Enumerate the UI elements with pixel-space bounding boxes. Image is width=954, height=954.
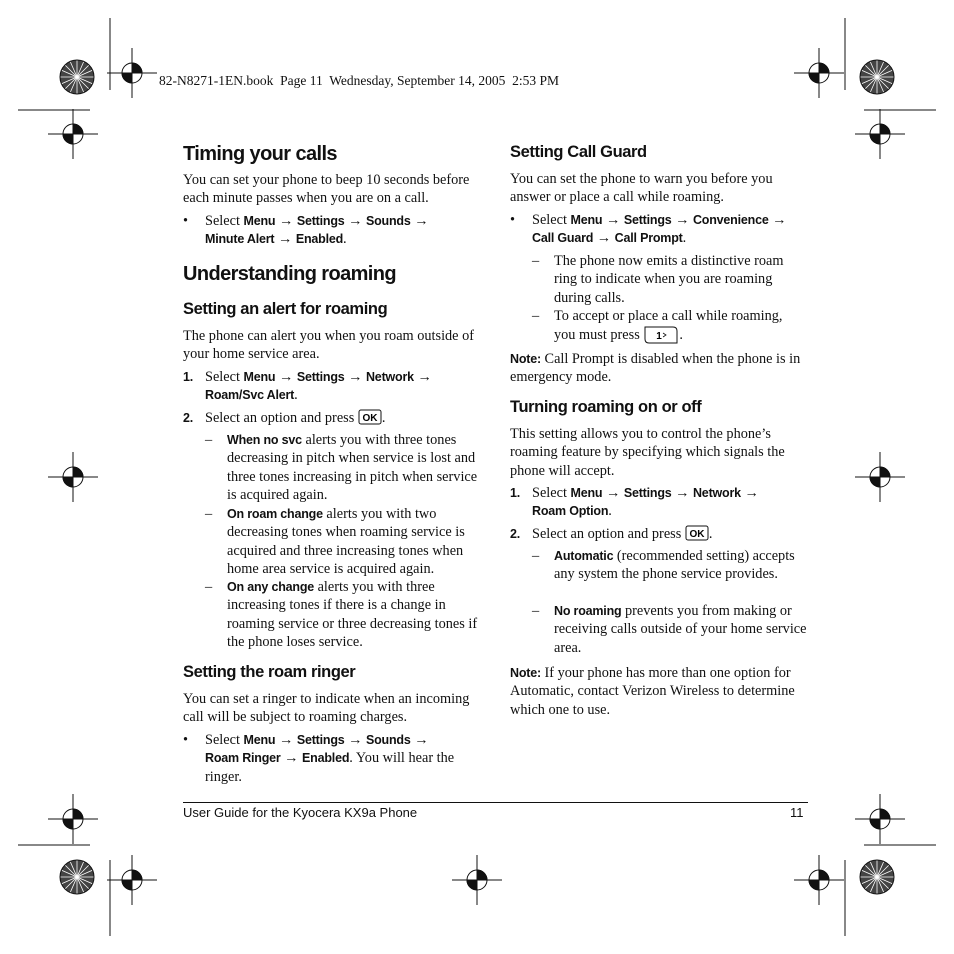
- heading-timing-your-calls: Timing your calls: [183, 143, 337, 165]
- timing-step: [183, 212, 483, 249]
- note-label: Note:: [510, 352, 541, 366]
- note-text: If your phone has more than one option for Automatic, contact Verizon Wireless to determine which one to use.: [510, 665, 795, 718]
- star-target-bottom-left: [59, 859, 95, 895]
- step-number: 2.: [510, 527, 521, 541]
- ok-key-icon: [685, 525, 709, 541]
- guard-dash-2: – To accept or place a call while roaming, you must press 1 .: [532, 308, 783, 344]
- registration-mark-bottom-center: [452, 855, 502, 905]
- step-text: Select an option and press: [205, 410, 355, 426]
- option-name: No roaming: [554, 604, 622, 618]
- step-text: Select an option and press: [532, 526, 682, 542]
- option-text: alerts you with three tones decreasing in pitch when service is lost and three tones increasing in pitch when service is acquired again.: [227, 432, 478, 503]
- note-label: Note:: [510, 666, 541, 680]
- heading-setting-roam-ringer: Setting the roam ringer: [183, 663, 356, 681]
- star-target-bottom-right: [859, 859, 895, 895]
- registration-mark-bottom-left: [107, 855, 157, 905]
- dash-marker: –: [205, 579, 213, 595]
- registration-mark-top-left: [107, 48, 157, 98]
- svg-text:OK: OK: [689, 529, 705, 540]
- svg-text:1: 1: [656, 331, 663, 343]
- note-text: Call Prompt is disabled when the phone is in emergency mode.: [510, 351, 801, 386]
- dash-text: The phone now emits a distinctive roam ring to indicate when you are roaming during calls.: [554, 253, 784, 306]
- option-name: When no svc: [227, 433, 302, 447]
- footer-guide-title: User Guide for the Kyocera KX9a Phone: [183, 805, 418, 820]
- step-number: 1.: [510, 486, 521, 500]
- guard-note: [510, 350, 810, 387]
- option-name: Automatic: [554, 549, 614, 563]
- dash-marker: –: [532, 603, 540, 619]
- onoff-option-2: [532, 602, 807, 657]
- bullet-marker: •: [510, 212, 516, 228]
- step-text: Select Menu → Settings → Convenience → Call Guard → Call Prompt.: [532, 212, 787, 247]
- alert-option-3: [205, 578, 480, 651]
- step-text: Select Menu → Settings → Network → Roam Option.: [532, 485, 759, 520]
- onoff-step-2: 2. Select an option and press OK .: [510, 526, 713, 542]
- send-key-icon: [643, 325, 679, 345]
- print-header: 82-N8271-1EN.book Page 11 Wednesday, September 14, 2005 2:53 PM: [159, 73, 559, 88]
- dash-marker: –: [205, 506, 213, 522]
- onoff-note: [510, 664, 810, 719]
- bullet-marker: •: [183, 732, 189, 748]
- guard-step: [510, 211, 810, 248]
- dash-text: To accept or place a call while roaming, you must press: [554, 308, 783, 344]
- ringer-body: You can set a ringer to indicate when an incoming call will be subject to roaming charges.: [183, 691, 470, 726]
- heading-setting-alert-roaming: Setting an alert for roaming: [183, 300, 388, 318]
- bullet-marker: •: [183, 213, 189, 229]
- ringer-step: [183, 731, 483, 786]
- heading-turning-roaming-on-off: Turning roaming on or off: [510, 398, 702, 416]
- option-name: On roam change: [227, 507, 323, 521]
- dash-marker: –: [532, 253, 540, 269]
- step-number: 1.: [183, 370, 194, 384]
- registration-mark-left-middle: [48, 452, 98, 502]
- dash-marker: –: [532, 308, 540, 324]
- alert-option-2: [205, 505, 480, 578]
- alert-step-2: 2. Select an option and press OK .: [183, 410, 386, 426]
- option-text: alerts you with three increasing tones if there is a change in roaming service or three decreasing tones if the phone loses service.: [227, 579, 478, 650]
- onoff-step-1: [510, 484, 810, 521]
- ok-key-icon: [358, 409, 382, 425]
- star-target-top-left: [59, 59, 95, 95]
- step-text: Select Menu → Settings → Sounds → Minute Alert → Enabled.: [205, 213, 429, 248]
- option-text: prevents you from making or receiving calls outside of your home service area.: [554, 603, 807, 656]
- guard-dash-1: [532, 252, 807, 307]
- step-text: Select Menu → Settings → Network → Roam/Svc Alert.: [205, 369, 432, 404]
- onoff-option-1: [532, 547, 807, 584]
- footer-page-number: 11: [790, 805, 804, 820]
- alert-step-1: [183, 368, 483, 405]
- registration-mark-right-top: [855, 109, 905, 159]
- onoff-body: This setting allows you to control the phone’s roaming feature by specifying which signals the phone will accept.: [510, 426, 785, 479]
- svg-text:OK: OK: [362, 413, 378, 424]
- dash-marker: –: [532, 548, 540, 564]
- step-number: 2.: [183, 411, 194, 425]
- dash-marker: –: [205, 432, 213, 448]
- registration-mark-right-middle: [855, 452, 905, 502]
- registration-mark-right-bottom: [855, 794, 905, 844]
- registration-mark-top-right: [794, 48, 844, 98]
- star-target-top-right: [859, 59, 895, 95]
- option-name: On any change: [227, 580, 315, 594]
- timing-body: You can set your phone to beep 10 seconds before each minute passes when you are on a call.: [183, 172, 470, 207]
- footer-rule: [183, 802, 808, 803]
- heading-setting-call-guard: Setting Call Guard: [510, 143, 647, 161]
- registration-mark-left-bottom: [48, 794, 98, 844]
- alert-option-1: [205, 431, 480, 504]
- registration-mark-bottom-right: [794, 855, 844, 905]
- option-text: alerts you with two decreasing tones when roaming service is acquired and three increasing tones when home area service is acquired again.: [227, 506, 465, 577]
- heading-understanding-roaming: Understanding roaming: [183, 263, 396, 285]
- guard-body: You can set the phone to warn you before you answer or place a call while roaming.: [510, 171, 773, 206]
- registration-mark-left-top: [48, 109, 98, 159]
- option-text: (recommended setting) accepts any system the phone service provides.: [554, 548, 795, 583]
- step-text: Select Menu → Settings → Sounds → Roam Ringer → Enabled. You will hear the ringer.: [205, 732, 455, 785]
- alert-body: The phone can alert you when you roam outside of your home service area.: [183, 328, 475, 363]
